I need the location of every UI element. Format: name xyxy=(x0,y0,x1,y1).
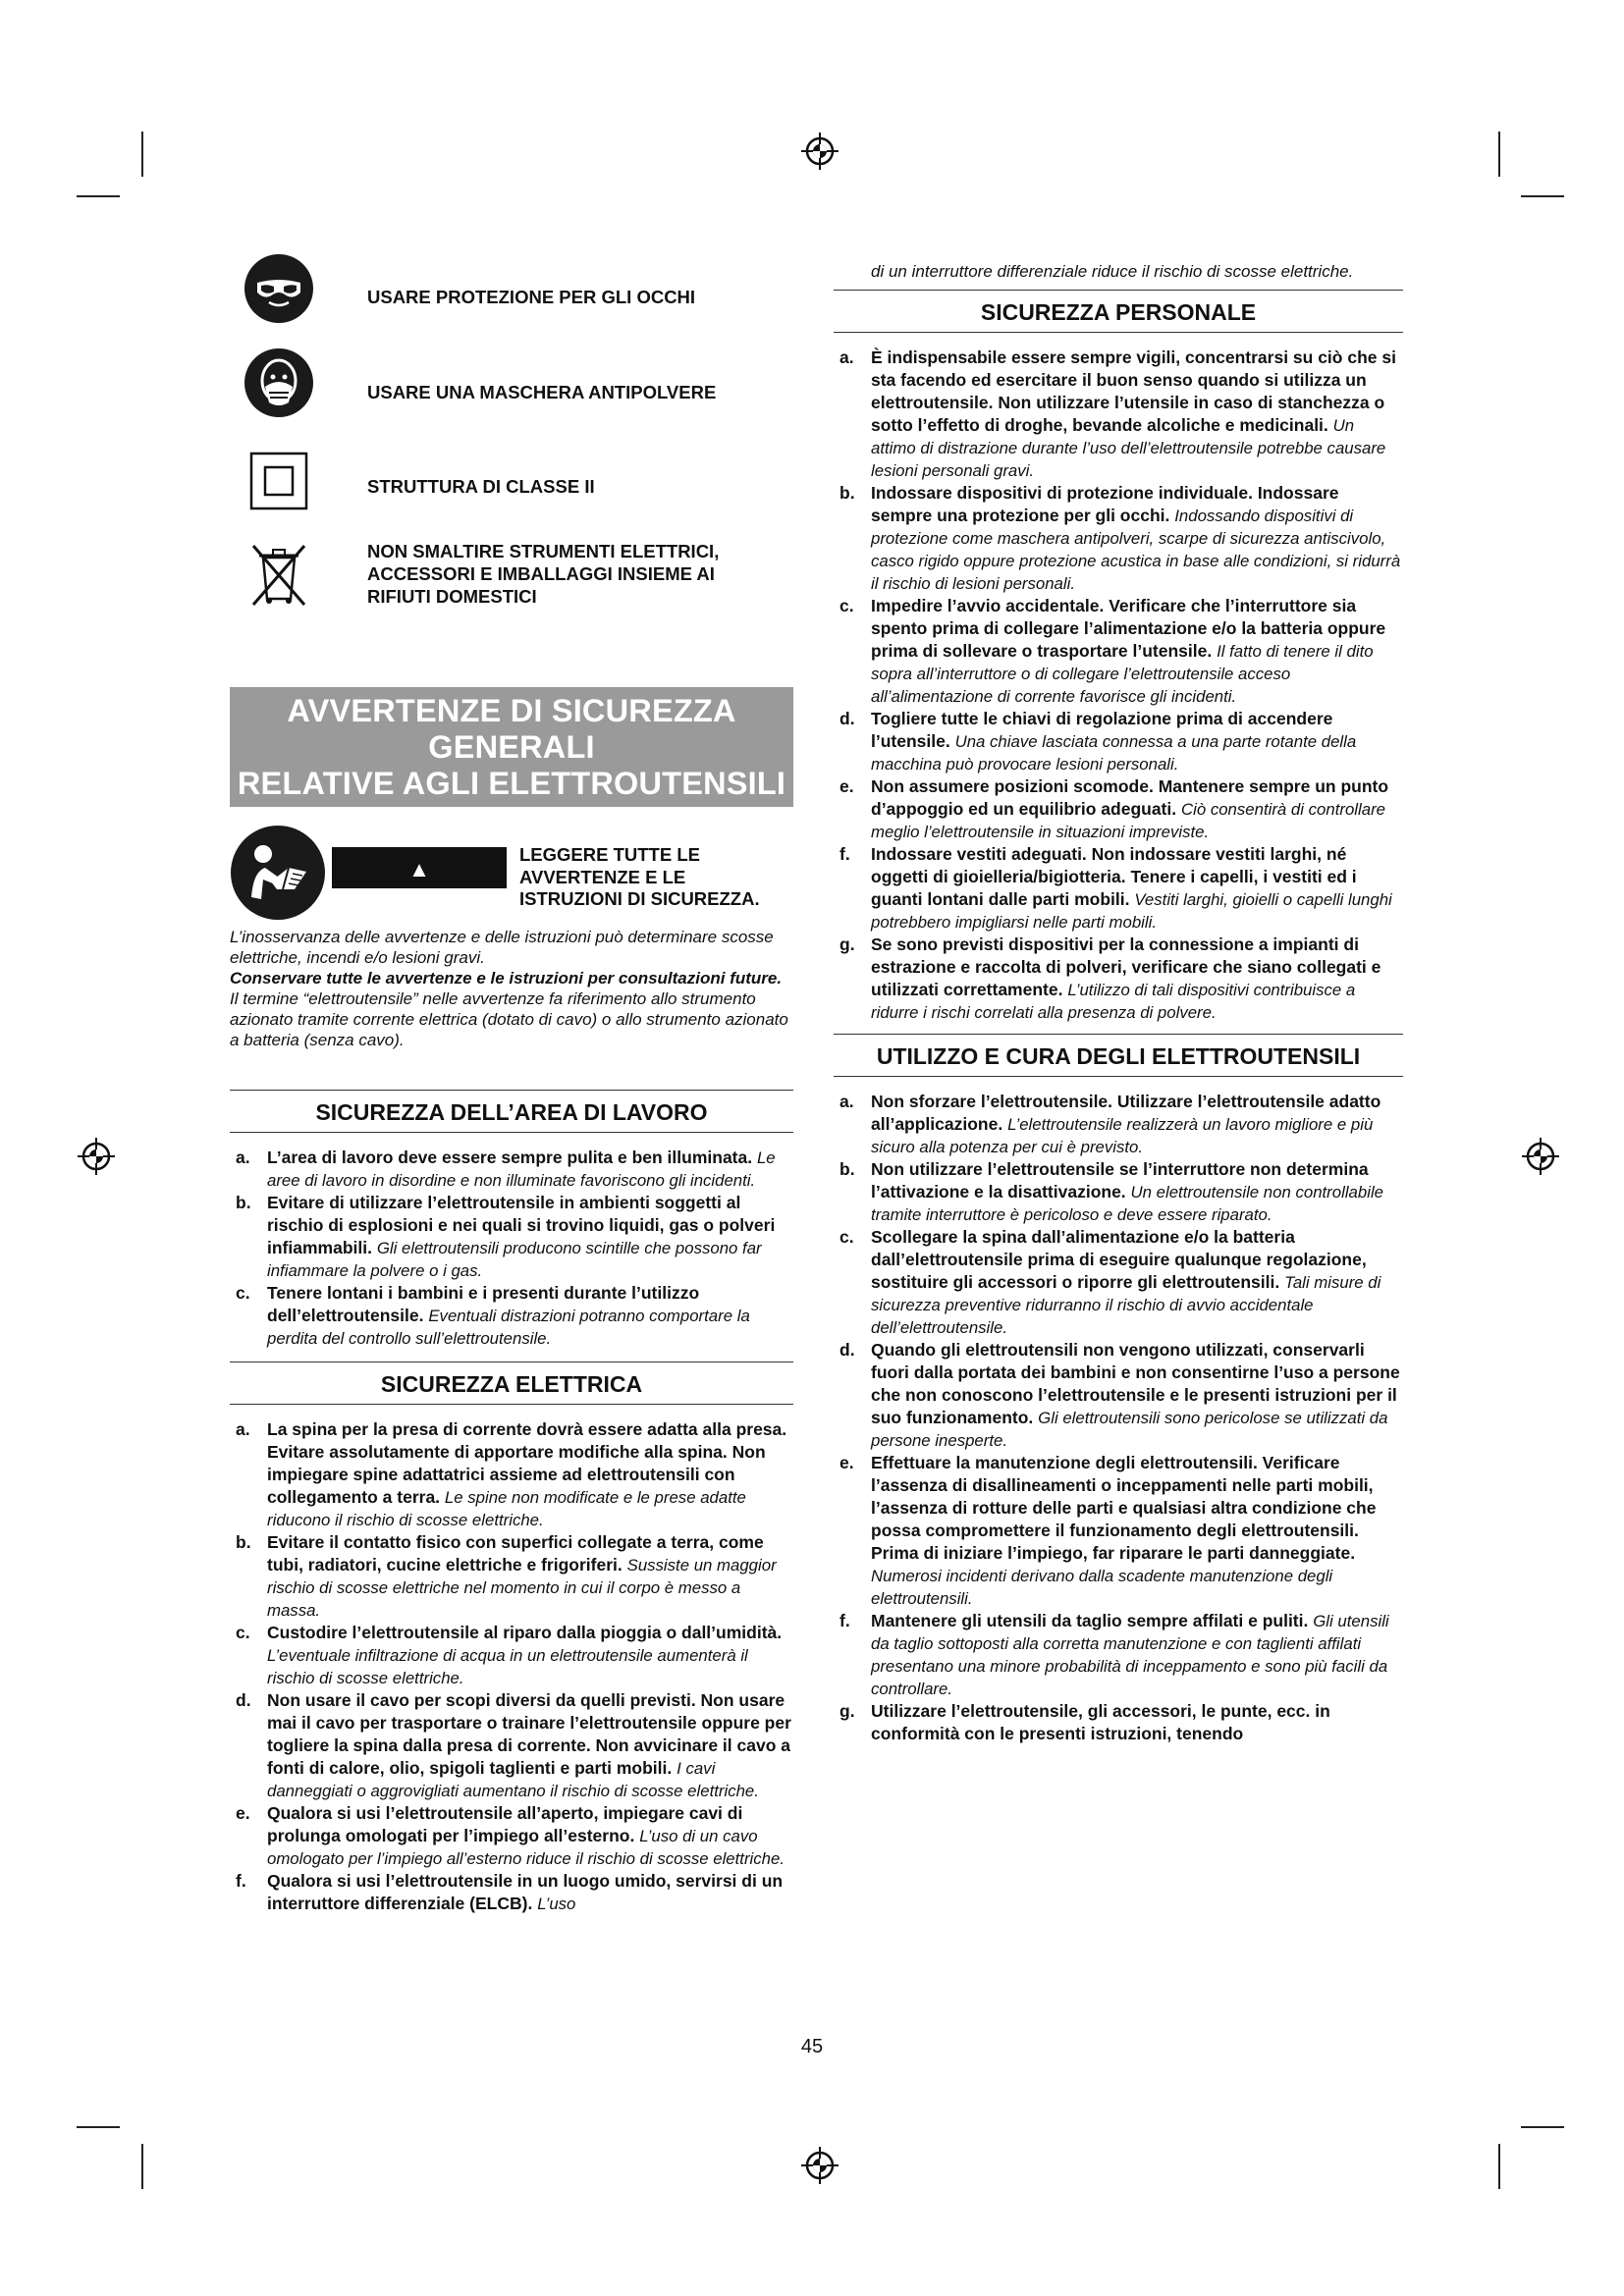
item-instruction: Non sforzare l’elettroutensile. Utilizzare l’elettroutensile adatto all’applicazione. xyxy=(871,1092,1381,1134)
crop-mark xyxy=(1521,2126,1564,2128)
item-instruction: Non utilizzare l’elettroutensile se l’interruttore non determina l’attivazione e la disattivazione. xyxy=(871,1159,1369,1201)
attention-badge: ▲ ATTENZIONE xyxy=(332,847,507,888)
item-instruction: Tenere lontani i bambini e i presenti durante l’utilizzo dell’elettroutensile. xyxy=(267,1283,700,1325)
item-instruction: Indossare vestiti adeguati. Non indossare vestiti larghi, né oggetti di gioielleria/bigiotteria. Tenere i capelli, i vestiti ed i guanti lontani dalle parti mobili. xyxy=(871,844,1357,909)
item-letter: f. xyxy=(839,1611,850,1630)
item-letter: e. xyxy=(839,776,854,796)
section-banner: AVVERTENZE DI SICUREZZA GENERALI RELATIVE AGLI ELETTROUTENSILI xyxy=(230,687,793,807)
item-letter: b. xyxy=(236,1532,251,1552)
crop-mark xyxy=(141,2144,143,2189)
item-instruction: È indispensabile essere sempre vigili, concentrarsi su ciò che si sta facendo ed esercitare il buon senso quando si utilizza un elettroutensile. Non utilizzare l’utensile in caso di stanchezza o sotto l’effetto di droghe, bevande alcoliche e medicinali. xyxy=(871,347,1396,435)
item-explanation: L’utilizzo di tali dispositivi contribuisce a ridurre i rischi correlati alla presenza di polvere. xyxy=(871,981,1356,1022)
crop-mark xyxy=(1498,2144,1500,2189)
item-instruction: Mantenere gli utensili da taglio sempre affilati e puliti. xyxy=(871,1611,1309,1630)
item-letter: f. xyxy=(839,844,850,864)
item-letter: e. xyxy=(236,1803,250,1823)
item-letter: d. xyxy=(236,1690,251,1710)
item-letter: d. xyxy=(839,709,855,728)
list-item xyxy=(834,934,1403,1024)
symbol-label: USARE PROTEZIONE PER GLI OCCHI xyxy=(367,287,696,307)
item-explanation: L’eventuale infiltrazione di acqua in un elettroutensile aumenterà il rischio di scosse elettriche. xyxy=(267,1646,748,1687)
read-manual-icon xyxy=(230,825,326,921)
item-instruction: Quando gli elettroutensili non vengono utilizzati, conservarli fuori dalla portata dei bambini e non consentirne l’uso a persone che non conoscono l’elettroutensile e le presenti istruzioni per il suo funzionamento. xyxy=(871,1340,1400,1427)
item-instruction: Se sono previsti dispositivi per la connessione a impianti di estrazione e raccolta di polveri, verificare che siano collegati e utilizzati correttamente. xyxy=(871,934,1381,999)
item-explanation: Gli utensili da taglio sottoposti alla corretta manutenzione e con taglienti affilati presentano una minore probabilità di inceppamento e sono più facili da controllare. xyxy=(871,1612,1389,1698)
symbol-row xyxy=(230,347,793,442)
item-letter: a. xyxy=(839,347,854,367)
crop-mark xyxy=(1521,195,1564,197)
eye-protection-icon xyxy=(244,253,314,324)
attention-paragraph: Il termine “elettroutensile” nelle avvertenze fa riferimento allo strumento azionato tramite corrente elettrica (dotato di cavo) o allo strumento azionato a batteria (senza cavo). xyxy=(230,989,788,1049)
page-number: 45 xyxy=(800,2036,824,2057)
item-instruction: Utilizzare l’elettroutensile, gli accessori, le punte, ecc. in conformità con le presenti istruzioni, tenendo xyxy=(871,1701,1330,1743)
section-heading: SICUREZZA PERSONALE xyxy=(834,290,1403,333)
item-explanation: Le aree di lavoro in disordine e non illuminate favoriscono gli incidenti. xyxy=(267,1148,776,1190)
item-letter: a. xyxy=(236,1148,250,1167)
attention-paragraph: L’inosservanza delle avvertenze e delle istruzioni può determinare scosse elettriche, incendi e/o lesioni gravi. xyxy=(230,928,774,967)
item-instruction: Custodire l’elettroutensile al riparo dalla pioggia o dall’umidità. xyxy=(267,1623,783,1642)
item-letter: c. xyxy=(839,1227,854,1247)
item-instruction: Evitare di utilizzare l’elettroutensile in ambienti soggetti al rischio di esplosioni e nei quali si trovino liquidi, gas o polveri infiammabili. xyxy=(267,1193,776,1257)
list-item xyxy=(834,708,1403,775)
item-explanation: Tali misure di sicurezza preventive ridurranno il rischio di avvio accidentale dell’elettroutensile. xyxy=(871,1273,1381,1337)
list-item xyxy=(834,595,1403,708)
item-instruction: Scollegare la spina dall’alimentazione e/o la batteria dall’elettroutensile prima di eseguire qualunque regolazione, sostituire gli accessori o riporre gli elettroutensili. xyxy=(871,1227,1367,1292)
item-instruction: Impedire l’avvio accidentale. Verificare che l’interruttore sia spento prima di collegare l’alimentazione e/o la batteria oppure prima di sollevare o trasportare l’utensile. xyxy=(871,596,1386,661)
item-explanation: L’elettroutensile realizzerà un lavoro migliore e più sicuro alla potenza per cui è previsto. xyxy=(871,1115,1374,1156)
item-letter: c. xyxy=(839,596,854,615)
item-explanation: Ciò consentirà di controllare meglio l’elettroutensile in situazioni impreviste. xyxy=(871,800,1385,841)
item-instruction: Evitare il contatto fisico con superfici collegate a terra, come tubi, radiatori, cucine elettriche e frigoriferi. xyxy=(267,1532,764,1575)
item-instruction: Qualora si usi l’elettroutensile all’aperto, impiegare cavi di prolunga omologati per l’impiego all’esterno. xyxy=(267,1803,743,1845)
list-item xyxy=(230,1147,793,1192)
item-explanation: Un elettroutensile non controllabile tramite interruttore è pericoloso e deve essere riparato. xyxy=(871,1183,1384,1224)
item-letter: b. xyxy=(839,483,855,503)
list-item xyxy=(230,1192,793,1282)
symbol-row xyxy=(230,442,793,536)
item-explanation: Gli elettroutensili producono scintille che possono far infiammare la polvere o i gas. xyxy=(267,1239,762,1280)
item-letter: b. xyxy=(839,1159,855,1179)
continued-paragraph: di un interruttore differenziale riduce il rischio di scosse elettriche. xyxy=(871,262,1354,281)
class-ii-icon xyxy=(244,446,314,516)
item-instruction: La spina per la presa di corrente dovrà essere adatta alla presa. Evitare assolutamente di apportare modifiche alla spina. Non impiegare spine adattatrici assieme ad elettroutensili con collegamento a terra. xyxy=(267,1419,787,1507)
list-item xyxy=(834,775,1403,843)
list-item xyxy=(834,1158,1403,1226)
section-heading: SICUREZZA DELL’AREA DI LAVORO xyxy=(230,1090,793,1133)
item-explanation: Sussiste un maggior rischio di scosse elettriche nel momento in cui il corpo è messo a massa. xyxy=(267,1556,777,1620)
list-item xyxy=(230,1622,793,1689)
registration-mark-icon xyxy=(800,2146,839,2185)
list-item xyxy=(834,843,1403,934)
list-item xyxy=(230,1689,793,1802)
list-item xyxy=(834,1700,1403,1745)
dust-mask-icon xyxy=(244,347,314,418)
item-instruction: L’area di lavoro deve essere sempre pulita e ben illuminata. xyxy=(267,1148,753,1167)
list-item xyxy=(834,1339,1403,1452)
crop-mark xyxy=(141,132,143,177)
attention-block xyxy=(230,825,793,926)
item-explanation: I cavi danneggiati o aggrovigliati aumentano il rischio di scosse elettriche. xyxy=(267,1759,759,1800)
crop-mark xyxy=(77,2126,120,2128)
right-column xyxy=(834,261,1403,1745)
tool-use-list xyxy=(834,1091,1403,1745)
item-explanation: Vestiti larghi, gioielli o capelli lunghi potrebbero impigliarsi nelle parti mobili. xyxy=(871,890,1392,932)
item-instruction: Non usare il cavo per scopi diversi da quelli previsti. Non usare mai il cavo per trasportare o trainare l’elettroutensile oppure per togliere la spina dalla presa di corrente. Non avvicinare il cavo a fonti di calore, olio, spigoli taglienti e parti mobili. xyxy=(267,1690,791,1778)
list-item xyxy=(834,347,1403,482)
item-letter: g. xyxy=(839,1701,855,1721)
item-letter: g. xyxy=(839,934,855,954)
symbol-label: NON SMALTIRE STRUMENTI ELETTRICI, ACCESSORI E IMBALLAGGI INSIEME AI RIFIUTI DOMESTICI xyxy=(367,541,720,607)
item-explanation: L’uso xyxy=(537,1895,576,1913)
item-letter: d. xyxy=(839,1340,855,1360)
list-item xyxy=(230,1531,793,1622)
item-explanation: Eventuali distrazioni potranno comportare la perdita del controllo sull’elettroutensile. xyxy=(267,1307,750,1348)
item-explanation: L’uso di un cavo omologato per l’impiego all’esterno riduce il rischio di scosse elettriche. xyxy=(267,1827,785,1868)
item-instruction: Indossare dispositivi di protezione individuale. Indossare sempre una protezione per gli occhi. xyxy=(871,483,1339,525)
personal-safety-list xyxy=(834,347,1403,1024)
list-item xyxy=(230,1282,793,1350)
list-item xyxy=(834,1452,1403,1610)
item-letter: a. xyxy=(236,1419,250,1439)
item-letter: a. xyxy=(839,1092,854,1111)
symbol-row xyxy=(230,536,793,652)
item-letter: b. xyxy=(236,1193,251,1212)
item-explanation: Numerosi incidenti derivano dalla scadente manutenzione degli elettroutensili. xyxy=(871,1567,1333,1608)
section-heading: SICUREZZA ELETTRICA xyxy=(230,1362,793,1405)
crop-mark xyxy=(77,195,120,197)
item-instruction: Qualora si usi l’elettroutensile in un luogo umido, servirsi di un interruttore differenziale (ELCB). xyxy=(267,1871,784,1913)
item-explanation: Indossando dispositivi di protezione come maschera antipolveri, scarpe di sicurezza antiscivolo, casco rigido oppure protezione acustica in base alle condizioni, si ridurrà il rischio di lesioni personali. xyxy=(871,507,1401,593)
item-explanation: Gli elettroutensili sono pericolose se utilizzati da persone inesperte. xyxy=(871,1409,1388,1450)
item-explanation: Le spine non modificate e le prese adatte riducono il rischio di scosse elettriche. xyxy=(267,1488,746,1529)
item-instruction: Non assumere posizioni scomode. Mantenere sempre un punto d’appoggio ed un equilibrio adeguati. xyxy=(871,776,1389,819)
list-item xyxy=(230,1870,793,1915)
registration-mark-icon xyxy=(1521,1137,1560,1176)
warning-triangle-icon: ▲ xyxy=(408,857,430,881)
item-letter: c. xyxy=(236,1623,250,1642)
item-explanation: Un attimo di distrazione durante l’uso dell’elettroutensile potrebbe causare lesioni personali gravi. xyxy=(871,416,1386,480)
registration-mark-icon xyxy=(800,132,839,171)
item-letter: c. xyxy=(236,1283,250,1303)
left-column xyxy=(230,253,793,1915)
attention-text: LEGGERE TUTTE LE AVVERTENZE E LE ISTRUZIONI DI SICUREZZA. xyxy=(519,844,760,909)
list-item xyxy=(230,1802,793,1870)
list-item xyxy=(834,482,1403,595)
registration-mark-icon xyxy=(77,1137,116,1176)
electrical-list xyxy=(230,1418,793,1915)
symbol-row xyxy=(230,253,793,347)
list-item xyxy=(834,1610,1403,1700)
symbol-label: USARE UNA MASCHERA ANTIPOLVERE xyxy=(367,382,717,402)
symbol-label: STRUTTURA DI CLASSE II xyxy=(367,476,595,497)
work-area-list xyxy=(230,1147,793,1350)
list-item xyxy=(834,1226,1403,1339)
list-item xyxy=(230,1418,793,1531)
crop-mark xyxy=(1498,132,1500,177)
item-explanation: Una chiave lasciata connessa a una parte rotante della macchina può provocare lesioni personali. xyxy=(871,732,1357,774)
crossed-bin-icon xyxy=(244,538,314,609)
item-letter: e. xyxy=(839,1453,854,1472)
list-item xyxy=(834,1091,1403,1158)
attention-paragraph: Conservare tutte le avvertenze e le istruzioni per consultazioni future. xyxy=(230,969,783,988)
item-letter: f. xyxy=(236,1871,246,1891)
item-explanation: Il fatto di tenere il dito sopra all’interruttore o di collegare l’elettroutensile acceso all’alimentazione di corrente favorisce gli incidenti. xyxy=(871,642,1374,706)
item-instruction: Effettuare la manutenzione degli elettroutensili. Verificare l’assenza di disallineamenti o inceppamenti nelle parti mobili, l’assenza di rotture delle parti e qualsiasi altra condizione che possa compromettere il funzionamento degli elettroutensili. Prima di iniziare l’impiego, far riparare le parti danneggiate. xyxy=(871,1453,1377,1563)
section-heading: UTILIZZO E CURA DEGLI ELETTROUTENSILI xyxy=(834,1034,1403,1077)
item-instruction: Togliere tutte le chiavi di regolazione prima di accendere l’utensile. xyxy=(871,709,1333,751)
